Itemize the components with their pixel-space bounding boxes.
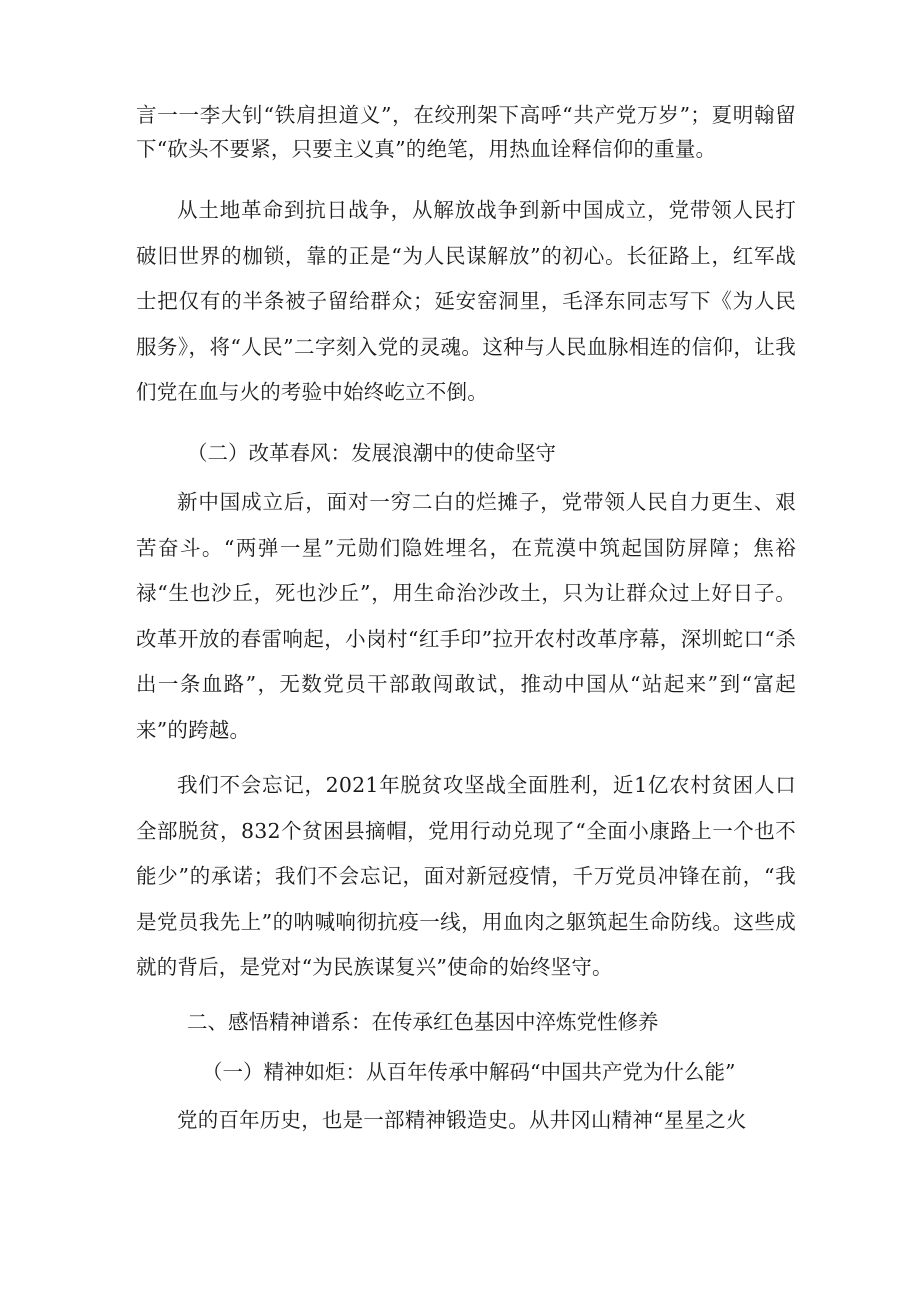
paragraph-new-china: 新中国成立后，面对一穷二白的烂摊子，党带领人民自力更生、艰苦奋斗。“两弹一星”元勋们隐姓埋名，在荒漠中筑起国防屏障；焦裕禄“生也沙丘，死也沙丘”，用生命治沙改土，只为让群众过上好日子。改革开放的春雷响起，小岗村“红手印”拉开农村改革序幕，深圳蛇口“杀出一条血路”，无数党员干部敢闯敢试，推动中国从“站起来”到“富起来”的跨越。 [136,490,796,742]
paragraph-poverty-alleviation: 我们不会忘记，2021年脱贫攻坚战全面胜利，近1亿农村贫困人口全部脱贫，832个贫困县摘帽，党用行动兑现了“全面小康路上一个也不能少”的承诺；我们不会忘记，面对新冠疫情，千万党员冲锋在前，“我是党员我先上”的呐喊响彻抗疫一线，用血肉之躯筑起生命防线。这些成就的背后，是党对“为民族谋复兴”使命的始终坚守。 [136,773,796,979]
paragraph-revolution-faith: 从土地革命到抗日战争，从解放战争到新中国成立，党带领人民打破旧世界的枷锁，靠的正是“为人民谋解放”的初心。长征路上，红军战士把仅有的半条被子留给群众；延安窑洞里，毛泽东同志写下《为人民服务》，将“人民”二字刻入党的灵魂。这种与人民血脉相连的信仰，让我们党在血与火的考验中始终屹立不倒。 [136,198,796,404]
section-heading-spirit: 二、感悟精神谱系：在传承红色基因中淬炼党性修养 [187,1009,659,1034]
paragraph-martyrs-continued: 言一一李大钊“铁肩担道义”，在绞刑架下高呼“共产党万岁”；夏明翰留下“砍头不要紧，只要主义真”的绝笔，用热血诠释信仰的重量。 [136,103,796,161]
paragraph-spirit-history: 党的百年历史，也是一部精神锻造史。从井冈山精神“星星之火 [177,1107,747,1132]
subheading-reform: （二）改革春风：发展浪潮中的使命坚守 [187,440,556,465]
subheading-spirit-torch: （一）精神如炬：从百年传承中解码“中国共产党为什么能” [202,1060,736,1084]
document-body [136,98,796,1143]
